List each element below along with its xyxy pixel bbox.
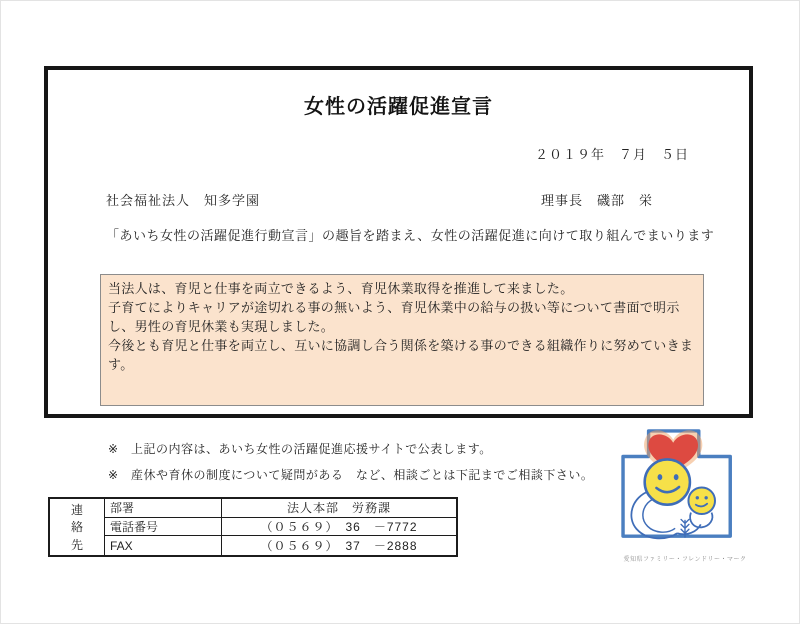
commitment-paragraph: 子育てによりキャリアが途切れる事の無いよう、育児休業中の給与の扱い等について書面で明示し、男性の育児休業も実現しました。 [108,300,680,334]
pledge-line: 「あいち女性の活躍促進行動宣言」の趣旨を踏まえ、女性の活躍促進に向けて取り組んでまいります [106,228,715,243]
contact-table [48,497,458,557]
row-label-fax: FAX [105,536,222,555]
row-label-department: 部署 [105,499,222,518]
contact-group-cell [50,499,105,555]
row-value-phone: （０５６９） 36 －7772 [222,518,456,537]
family-friendly-logo [614,426,756,563]
row-label-phone: 電話番号 [105,518,222,537]
commitment-paragraph: 今後とも育児と仕事を両立し、互いに協調し合う関係を築ける事のできる組織作りに努めていきます。 [108,338,694,372]
parent-face-icon [645,459,690,504]
row-value-department: 法人本部 労務課 [222,499,456,518]
commitment-paragraph: 当法人は、育児と仕事を両立できるよう、育児休業取得を推進して来ました。 [108,281,574,296]
organization-name: 社会福祉法人 知多学園 [106,193,261,208]
contact-group-char: 絡 [70,520,83,535]
contact-group-char: 先 [70,537,83,552]
commitment-box [100,274,704,406]
note-line: ※ 上記の内容は、あいち女性の活躍促進応援サイトで公表します。 [108,442,492,456]
child-face-icon [688,487,715,514]
page-title: 女性の活躍促進宣言 [304,96,493,118]
representative-name: 理事長 磯部 栄 [540,193,653,208]
row-value-fax: （０５６９） 37 －2888 [260,539,418,554]
contact-group-char: 連 [70,503,83,518]
note-line: ※ 産休や育休の制度について疑問がある など、相談ごとは下記までご相談下さい。 [108,468,594,482]
family-friendly-mark-image [615,426,755,546]
declaration-box [44,66,753,418]
date-line: ２０１９年 ７月 ５日 [534,147,689,162]
logo-caption: 愛知県ファミリー・フレンドリー・マーク [623,557,747,563]
notes-section [108,440,593,492]
